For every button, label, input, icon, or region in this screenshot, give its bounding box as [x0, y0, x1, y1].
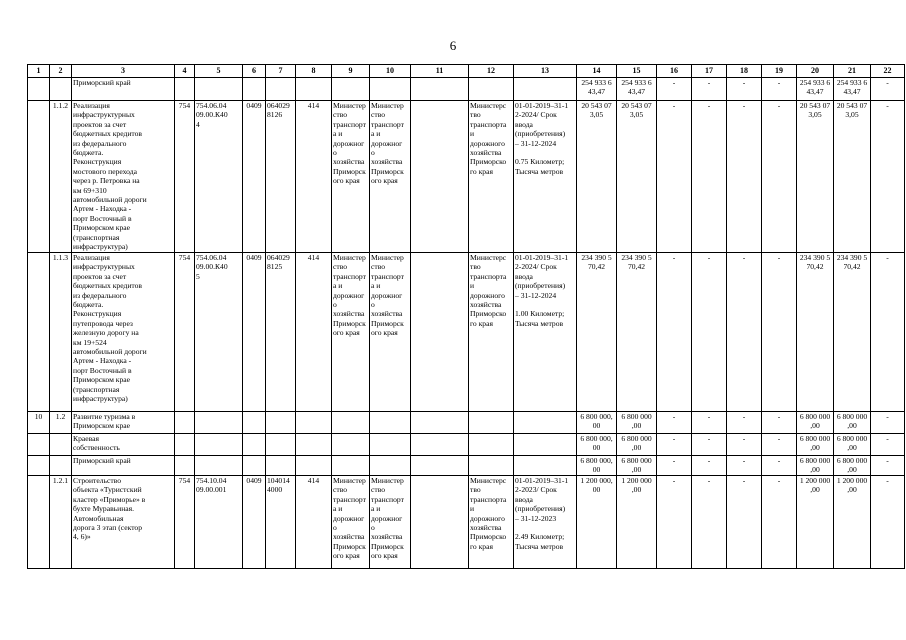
- table-cell: [370, 434, 411, 456]
- header-cell: 15: [617, 65, 657, 78]
- table-cell: [28, 101, 50, 253]
- table-cell: [514, 412, 577, 434]
- table-cell: [296, 412, 332, 434]
- table-cell: [175, 412, 195, 434]
- table-cell: 01-01-2019–31-1 2-2024/ Срок ввода (приобретения) – 31-12-2024 0.75 Километр; Тысяча метров: [514, 101, 577, 253]
- table-cell: -: [871, 456, 905, 476]
- table-cell: 20 543 07 3,05: [797, 101, 834, 253]
- table-cell: 6 800 000 ,00: [834, 412, 871, 434]
- table-cell: [28, 456, 50, 476]
- table-cell: [411, 434, 469, 456]
- table-cell: 6 800 000 ,00: [617, 456, 657, 476]
- table-cell: Министер ство транспорт а и дорожног о хозяйства Приморск ого края: [370, 101, 411, 253]
- table-cell: [50, 456, 72, 476]
- table-cell: 6 800 000 ,00: [797, 412, 834, 434]
- table-row: [28, 101, 905, 253]
- table-cell: 754: [175, 476, 195, 569]
- table-cell: [195, 456, 243, 476]
- table-cell: 01-01-2019–31-1 2-2024/ Срок ввода (приобретения) – 31-12-2024 1.00 Километр; Тысяча метров: [514, 253, 577, 412]
- table-cell: [195, 412, 243, 434]
- table-cell: -: [657, 101, 692, 253]
- header-cell: 1: [28, 65, 50, 78]
- table-cell: 1 200 000, 00: [577, 476, 617, 569]
- header-cell: 10: [370, 65, 411, 78]
- table-cell: 20 543 07 3,05: [834, 101, 871, 253]
- table-cell: [469, 434, 514, 456]
- table-cell: -: [727, 101, 762, 253]
- table-cell: 6 800 000, 00: [577, 456, 617, 476]
- table-cell: 1 200 000 ,00: [617, 476, 657, 569]
- table-cell: -: [692, 78, 727, 101]
- table-cell: [469, 78, 514, 101]
- table-cell: -: [871, 476, 905, 569]
- table-cell: -: [657, 476, 692, 569]
- table-cell: 6 800 000, 00: [577, 434, 617, 456]
- table-cell: Строительство объекта «Туристский кластер «Приморье» в бухте Муравьиная. Автомобильная дорога 3 этап (сектор 4, 6)»: [72, 476, 175, 569]
- table-row: [28, 476, 905, 569]
- table-cell: -: [762, 412, 797, 434]
- table-cell: -: [692, 434, 727, 456]
- table-cell: [411, 253, 469, 412]
- table-cell: Приморский край: [72, 78, 175, 101]
- table-cell: -: [692, 456, 727, 476]
- table-cell: 6 800 000, 00: [577, 412, 617, 434]
- header-cell: 19: [762, 65, 797, 78]
- table-cell: [332, 412, 370, 434]
- table-cell: Реализация инфраструктурных проектов за счет бюджетных кредитов из федерального бюджета. Реконструкция путепровода через железную дорогу на км 19+524 автомобильной дороги Артем - Находка - порт Восточный в Приморском крае (транспортная инфраструктура): [72, 253, 175, 412]
- table-cell: 6 800 000 ,00: [834, 434, 871, 456]
- header-cell: 18: [727, 65, 762, 78]
- table-cell: 254 933 6 43,47: [797, 78, 834, 101]
- table-cell: -: [762, 101, 797, 253]
- table-cell: -: [657, 456, 692, 476]
- table-cell: -: [727, 476, 762, 569]
- table-cell: -: [692, 476, 727, 569]
- header-cell: 17: [692, 65, 727, 78]
- table-cell: -: [871, 434, 905, 456]
- table-cell: Министерс тво транспорта и дорожного хозяйства Приморско го края: [469, 476, 514, 569]
- table-cell: 20 543 07 3,05: [577, 101, 617, 253]
- table-cell: 6 800 000 ,00: [834, 456, 871, 476]
- table-cell: [332, 434, 370, 456]
- table-cell: Приморский край: [72, 456, 175, 476]
- table-cell: [28, 253, 50, 412]
- header-cell: 11: [411, 65, 469, 78]
- header-cell: 16: [657, 65, 692, 78]
- table-cell: [514, 78, 577, 101]
- table-cell: Министер ство транспорт а и дорожног о хозяйства Приморск ого края: [370, 253, 411, 412]
- table-cell: [243, 456, 266, 476]
- table-cell: 6 800 000 ,00: [797, 434, 834, 456]
- table-cell: 064029 8126: [266, 101, 296, 253]
- table-cell: -: [762, 476, 797, 569]
- header-cell: 13: [514, 65, 577, 78]
- page-number: 6: [449, 38, 457, 53]
- table-cell: 1.2.1: [50, 476, 72, 569]
- table-cell: -: [871, 101, 905, 253]
- table-cell: 234 390 5 70,42: [834, 253, 871, 412]
- header-cell: 2: [50, 65, 72, 78]
- header-row: [28, 65, 905, 78]
- table-cell: -: [727, 434, 762, 456]
- table-cell: -: [657, 412, 692, 434]
- table-cell: 6 800 000 ,00: [797, 456, 834, 476]
- table-cell: 414: [296, 253, 332, 412]
- header-cell: 7: [266, 65, 296, 78]
- table-cell: -: [727, 412, 762, 434]
- table-cell: 1 200 000 ,00: [797, 476, 834, 569]
- table-cell: 754: [175, 253, 195, 412]
- table-cell: 234 390 5 70,42: [617, 253, 657, 412]
- table-cell: 0409: [243, 101, 266, 253]
- table-cell: Министер ство транспорт а и дорожног о хозяйства Приморск ого края: [332, 101, 370, 253]
- header-cell: 6: [243, 65, 266, 78]
- table-cell: 754.10.04 09.00.001: [195, 476, 243, 569]
- table-cell: [296, 456, 332, 476]
- table-cell: -: [692, 412, 727, 434]
- table-cell: 414: [296, 476, 332, 569]
- table-cell: 1.1.3: [50, 253, 72, 412]
- table-cell: Министер ство транспорт а и дорожног о хозяйства Приморск ого края: [370, 476, 411, 569]
- table-cell: 064029 8125: [266, 253, 296, 412]
- header-cell: 3: [72, 65, 175, 78]
- table-cell: -: [692, 101, 727, 253]
- header-cell: 5: [195, 65, 243, 78]
- table-cell: 0409: [243, 253, 266, 412]
- table-cell: 254 933 6 43,47: [577, 78, 617, 101]
- table-cell: [175, 78, 195, 101]
- table-cell: 754.06.04 09.00.К40 4: [195, 101, 243, 253]
- header-cell: 21: [834, 65, 871, 78]
- header-cell: 9: [332, 65, 370, 78]
- table-cell: [50, 78, 72, 101]
- table-cell: [266, 78, 296, 101]
- table-cell: [370, 78, 411, 101]
- table-cell: [469, 412, 514, 434]
- table-cell: [195, 434, 243, 456]
- table-cell: [514, 456, 577, 476]
- header-cell: 8: [296, 65, 332, 78]
- header-cell: 14: [577, 65, 617, 78]
- table-cell: [28, 476, 50, 569]
- table-cell: -: [692, 253, 727, 412]
- table-cell: 10: [28, 412, 50, 434]
- table-cell: 1 200 000 ,00: [834, 476, 871, 569]
- table-cell: -: [657, 78, 692, 101]
- table-cell: [243, 412, 266, 434]
- table-cell: 754: [175, 101, 195, 253]
- table-cell: [332, 456, 370, 476]
- table-row: [28, 456, 905, 476]
- header-cell: 12: [469, 65, 514, 78]
- table-cell: [411, 456, 469, 476]
- table-cell: -: [727, 456, 762, 476]
- table-cell: 20 543 07 3,05: [617, 101, 657, 253]
- table-cell: Министер ство транспорт а и дорожног о хозяйства Приморск ого края: [332, 476, 370, 569]
- table-cell: Министерс тво транспорта и дорожного хозяйства Приморско го края: [469, 253, 514, 412]
- table-cell: -: [871, 412, 905, 434]
- table-cell: [243, 434, 266, 456]
- table-cell: [28, 434, 50, 456]
- table-cell: [514, 434, 577, 456]
- table-cell: -: [657, 253, 692, 412]
- table-row: [28, 412, 905, 434]
- table-cell: [50, 434, 72, 456]
- header-cell: 4: [175, 65, 195, 78]
- table-cell: [411, 78, 469, 101]
- table-cell: 6 800 000 ,00: [617, 434, 657, 456]
- table-cell: -: [657, 434, 692, 456]
- table-cell: 754.06.04 09.00.К40 5: [195, 253, 243, 412]
- table-cell: 0409: [243, 476, 266, 569]
- table-cell: [411, 101, 469, 253]
- table-cell: [296, 434, 332, 456]
- table-cell: -: [727, 78, 762, 101]
- table-cell: 254 933 6 43,47: [834, 78, 871, 101]
- table-cell: 234 390 5 70,42: [797, 253, 834, 412]
- table-cell: Министер ство транспорт а и дорожног о хозяйства Приморск ого края: [332, 253, 370, 412]
- table-cell: [175, 456, 195, 476]
- table-cell: [469, 456, 514, 476]
- header-cell: 22: [871, 65, 905, 78]
- table-cell: Развитие туризма в Приморском крае: [72, 412, 175, 434]
- table-cell: [28, 78, 50, 101]
- table-cell: 1.1.2: [50, 101, 72, 253]
- table-cell: [370, 412, 411, 434]
- table-cell: 414: [296, 101, 332, 253]
- table-cell: Реализация инфраструктурных проектов за счет бюджетных кредитов из федерального бюджета. Реконструкция мостового перехода через р. Петровка на км 69+310 автомобильной дороги Артем - Находка - порт Восточный в Приморском крае (транспортная инфраструктура): [72, 101, 175, 253]
- table-cell: 01-01-2019–31-1 2-2023/ Срок ввода (приобретения) – 31-12-2023 2.49 Километр; Тысяча метров: [514, 476, 577, 569]
- table-cell: [243, 78, 266, 101]
- table-cell: [175, 434, 195, 456]
- table-row: [28, 253, 905, 412]
- table-cell: -: [727, 253, 762, 412]
- table-cell: [195, 78, 243, 101]
- table-cell: [332, 78, 370, 101]
- table-cell: -: [762, 78, 797, 101]
- table-cell: Краевая собственность: [72, 434, 175, 456]
- table-cell: -: [762, 434, 797, 456]
- table-cell: [370, 456, 411, 476]
- table-cell: [266, 434, 296, 456]
- budget-table: [27, 64, 905, 569]
- table-cell: 254 933 6 43,47: [617, 78, 657, 101]
- table-cell: -: [762, 456, 797, 476]
- table-cell: -: [871, 253, 905, 412]
- table-cell: [296, 78, 332, 101]
- table-cell: [411, 476, 469, 569]
- table-cell: 1.2: [50, 412, 72, 434]
- table-cell: 104014 4000: [266, 476, 296, 569]
- table-row: [28, 434, 905, 456]
- table-cell: 234 390 5 70,42: [577, 253, 617, 412]
- table-cell: [266, 456, 296, 476]
- table-cell: Министерс тво транспорта и дорожного хозяйства Приморско го края: [469, 101, 514, 253]
- table-cell: -: [871, 78, 905, 101]
- table-row: [28, 78, 905, 101]
- table-cell: -: [762, 253, 797, 412]
- table-cell: [411, 412, 469, 434]
- header-cell: 20: [797, 65, 834, 78]
- table-cell: [266, 412, 296, 434]
- table-cell: 6 800 000 ,00: [617, 412, 657, 434]
